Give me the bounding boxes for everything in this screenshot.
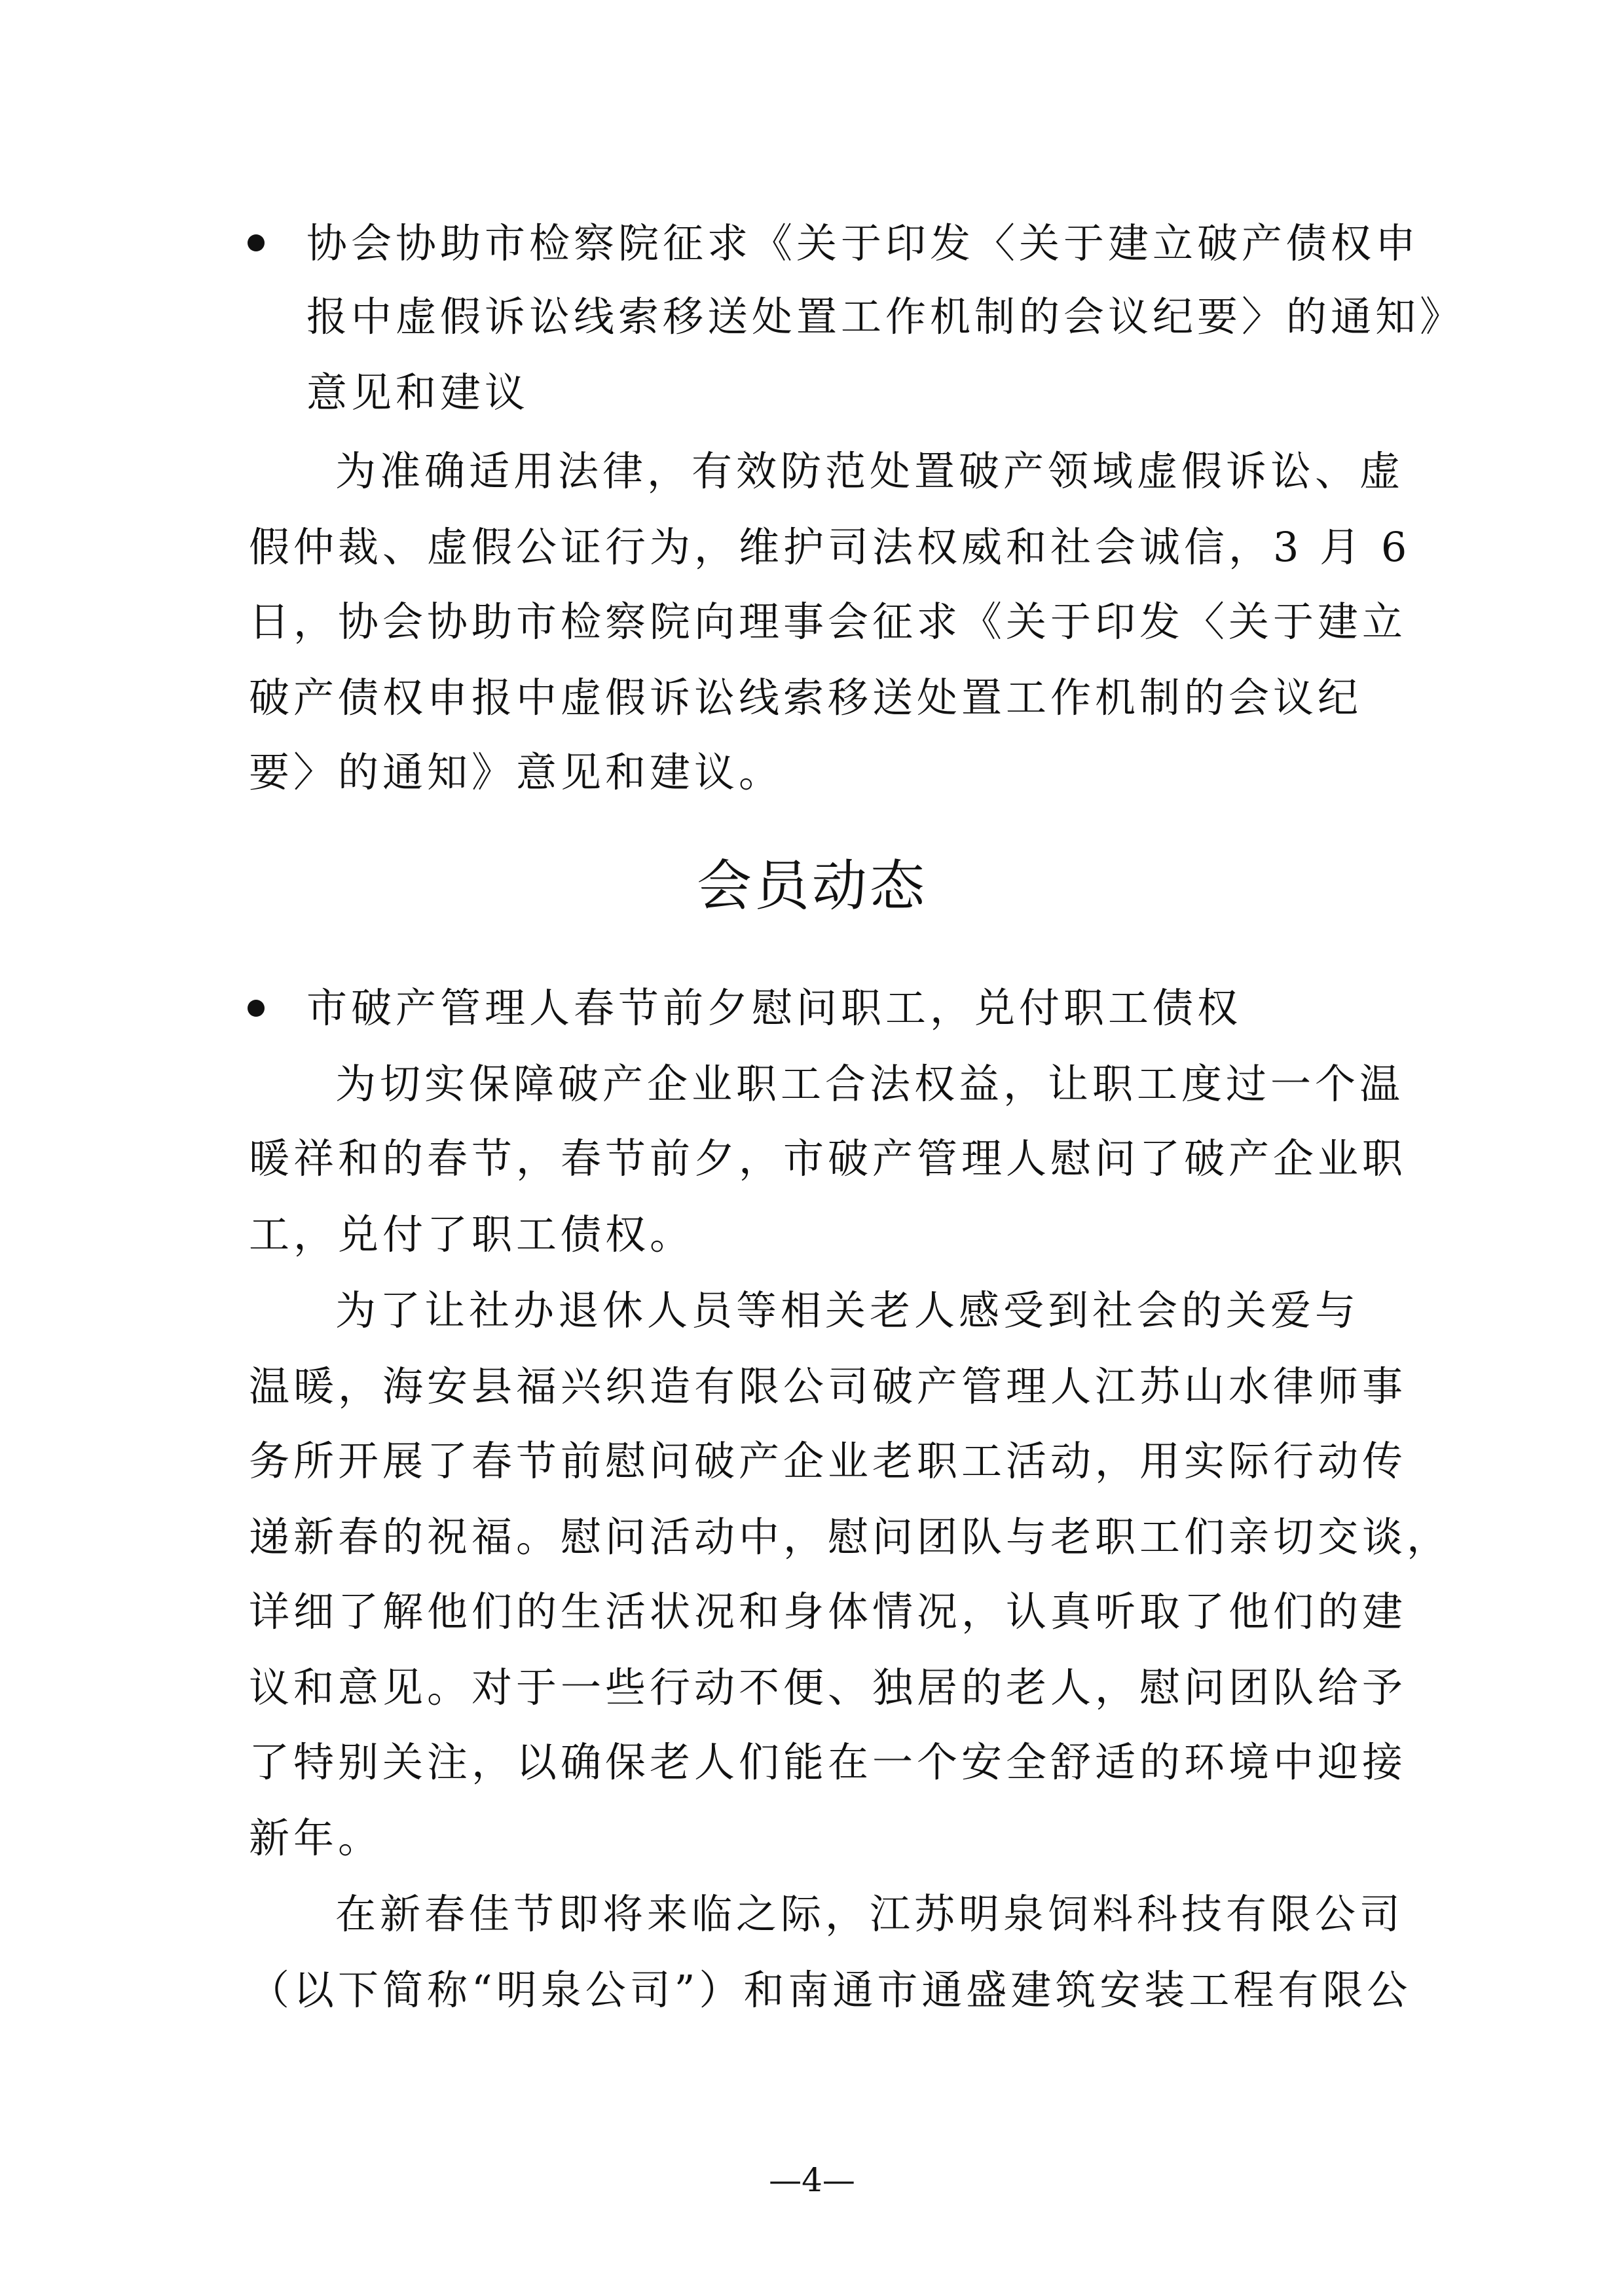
- item1-heading-line-2: 报中虚假诉讼线索移送处置工作机制的会议纪要〉的通知》: [306, 293, 1465, 340]
- item2-para2-line-2: 温暖，海安县福兴织造有限公司破产管理人江苏山水律师事: [249, 1362, 1407, 1410]
- item1-heading-line-3: 意见和建议: [306, 369, 530, 416]
- item1-heading-line-1: 协会协助市检察院征求《关于印发〈关于建立破产债权申: [306, 219, 1420, 267]
- item2-heading-line-1: 市破产管理人春节前夕慰问职工，兑付职工债权: [306, 984, 1242, 1032]
- item2-para1-line-1: 为切实保障破产企业职工合法权益，让职工度过一个温: [335, 1060, 1405, 1108]
- item2-para3-line-1: 在新春佳节即将来临之际，江苏明泉饲料科技有限公司: [335, 1890, 1405, 1938]
- page-number: —4—: [769, 2161, 855, 2199]
- item2-para2-line-8: 新年。: [249, 1814, 383, 1862]
- item2-para2-line-5: 详细了解他们的生活状况和身体情况，认真听取了他们的建: [249, 1588, 1407, 1635]
- bullet-icon: [248, 234, 265, 251]
- item2-para2-line-4: 递新春的祝福。慰问活动中，慰问团队与老职工们亲切交谈，: [249, 1513, 1452, 1561]
- item2-para1-line-3: 工，兑付了职工债权。: [249, 1211, 695, 1258]
- item2-para2-line-7: 了特别关注，以确保老人们能在一个安全舒适的环境中迎接: [249, 1738, 1407, 1786]
- item2-para2-line-3: 务所开展了春节前慰问破产企业老职工活动，用实际行动传: [249, 1437, 1407, 1485]
- item1-body-line-3: 日，协会协助市检察院向理事会征求《关于印发〈关于建立: [249, 598, 1407, 646]
- bullet-icon: [248, 1000, 265, 1017]
- item1-body-line-2: 假仲裁、虚假公证行为，维护司法权威和社会诚信，3 月 6: [249, 523, 1411, 571]
- item1-body-line-5: 要〉的通知》意见和建议。: [249, 748, 784, 796]
- section-title: 会员动态: [696, 854, 927, 918]
- item1-body-line-4: 破产债权申报中虚假诉讼线索移送处置工作机制的会议纪: [249, 674, 1363, 721]
- item2-para2-line-1: 为了让社办退休人员等相关老人感受到社会的关爱与: [335, 1286, 1360, 1334]
- item2-para3-line-2: （以下简称“明泉公司”）和南通市通盛建筑安装工程有限公: [249, 1966, 1412, 2014]
- item1-body-line-1: 为准确适用法律，有效防范处置破产领域虚假诉讼、虚: [335, 447, 1405, 495]
- item2-para1-line-2: 暖祥和的春节，春节前夕，市破产管理人慰问了破产企业职: [249, 1135, 1407, 1182]
- item2-para2-line-6: 议和意见。对于一些行动不便、独居的老人，慰问团队给予: [249, 1664, 1407, 1711]
